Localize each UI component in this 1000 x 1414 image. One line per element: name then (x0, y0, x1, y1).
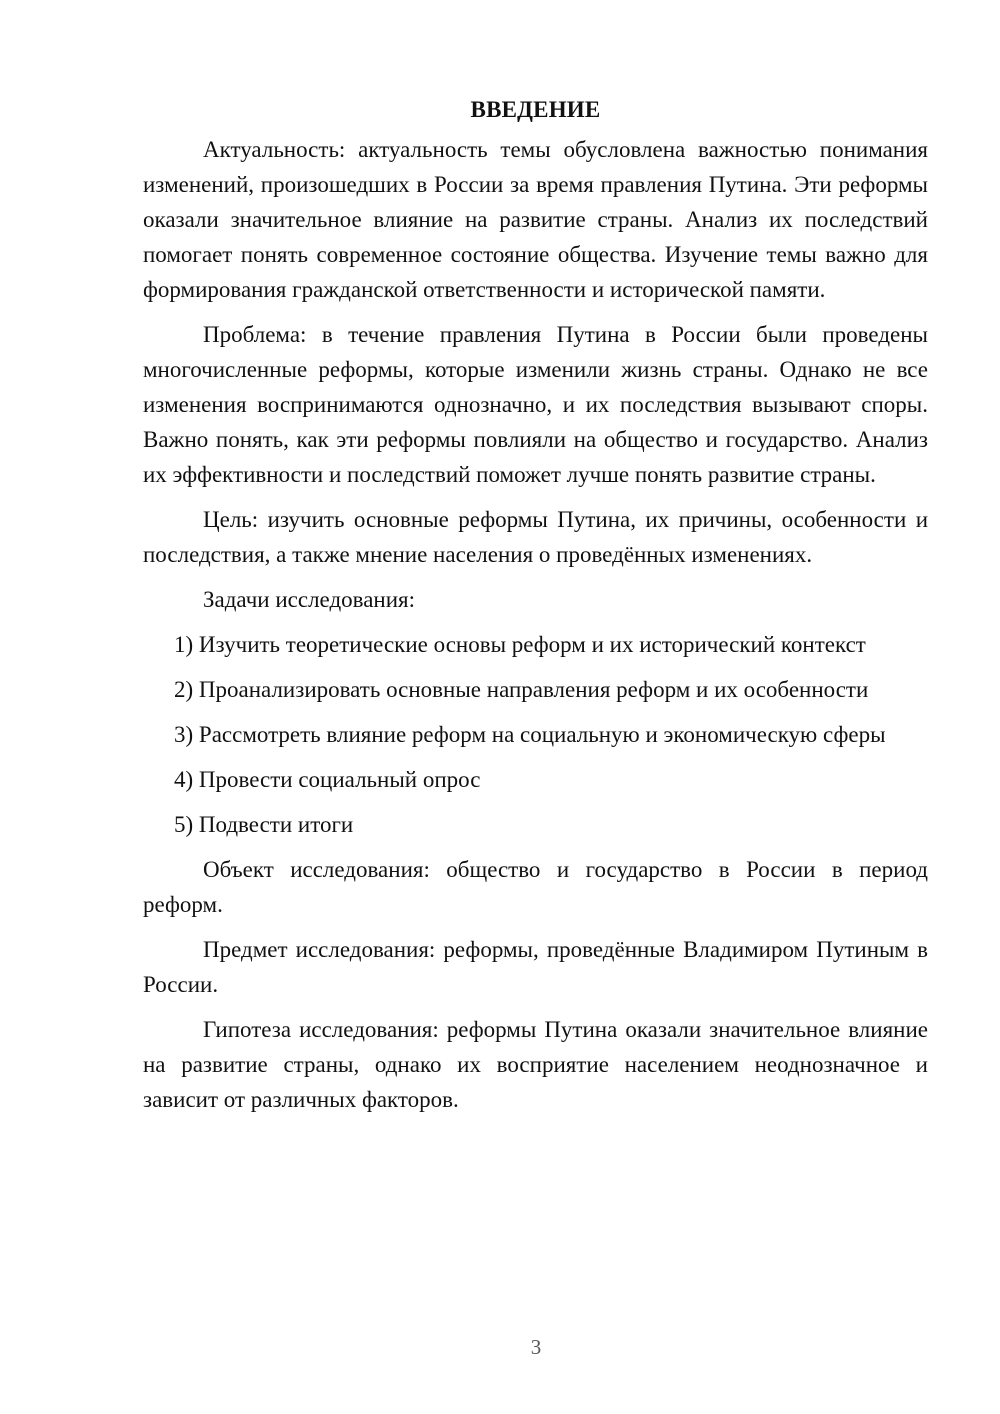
task-item-2: 2) Проанализировать основные направления реформ и их особенности (174, 677, 869, 702)
subject-paragraph: Предмет исследования: реформы, проведённые Владимиром Путиным в России. (143, 937, 928, 997)
goal-paragraph: Цель: изучить основные реформы Путина, их причины, особенности и последствия, а также мнение населения о проведённых изменениях. (143, 507, 928, 567)
object-paragraph: Объект исследования: общество и государство в России в период реформ. (143, 857, 928, 917)
task-item-4: 4) Провести социальный опрос (174, 767, 481, 792)
task-item-1: 1) Изучить теоретические основы реформ и их исторический контекст (174, 632, 866, 657)
relevance-paragraph: Актуальность: актуальность темы обусловлена важностью понимания изменений, произошедших в России за время правления Путина. Эти реформы оказали значительное влияние на развитие страны. Анализ их последствий помогает понять современное состояние общества. Изучение темы важно для формирования гражданской ответственности и исторической памяти. (143, 137, 928, 302)
section-heading: ВВЕДЕНИЕ (470, 97, 601, 122)
task-item-5: 5) Подвести итоги (174, 812, 354, 837)
page-content (143, 92, 928, 1127)
problem-paragraph: Проблема: в течение правления Путина в России были проведены многочисленные реформы, которые изменили жизнь страны. Однако не все изменения воспринимаются однозначно, и их последствия вызывают споры. Важно понять, как эти реформы повлияли на общество и государство. Анализ их эффективности и последствий поможет лучше понять развитие страны. (143, 322, 928, 487)
task-item-3: 3) Рассмотреть влияние реформ на социальную и экономическую сферы (174, 722, 886, 747)
page-number: 3 (530, 1335, 542, 1359)
hypothesis-paragraph: Гипотеза исследования: реформы Путина оказали значительное влияние на развитие страны, однако их восприятие населением неоднозначное и зависит от различных факторов. (143, 1017, 928, 1112)
tasks-title: Задачи исследования: (203, 587, 416, 612)
